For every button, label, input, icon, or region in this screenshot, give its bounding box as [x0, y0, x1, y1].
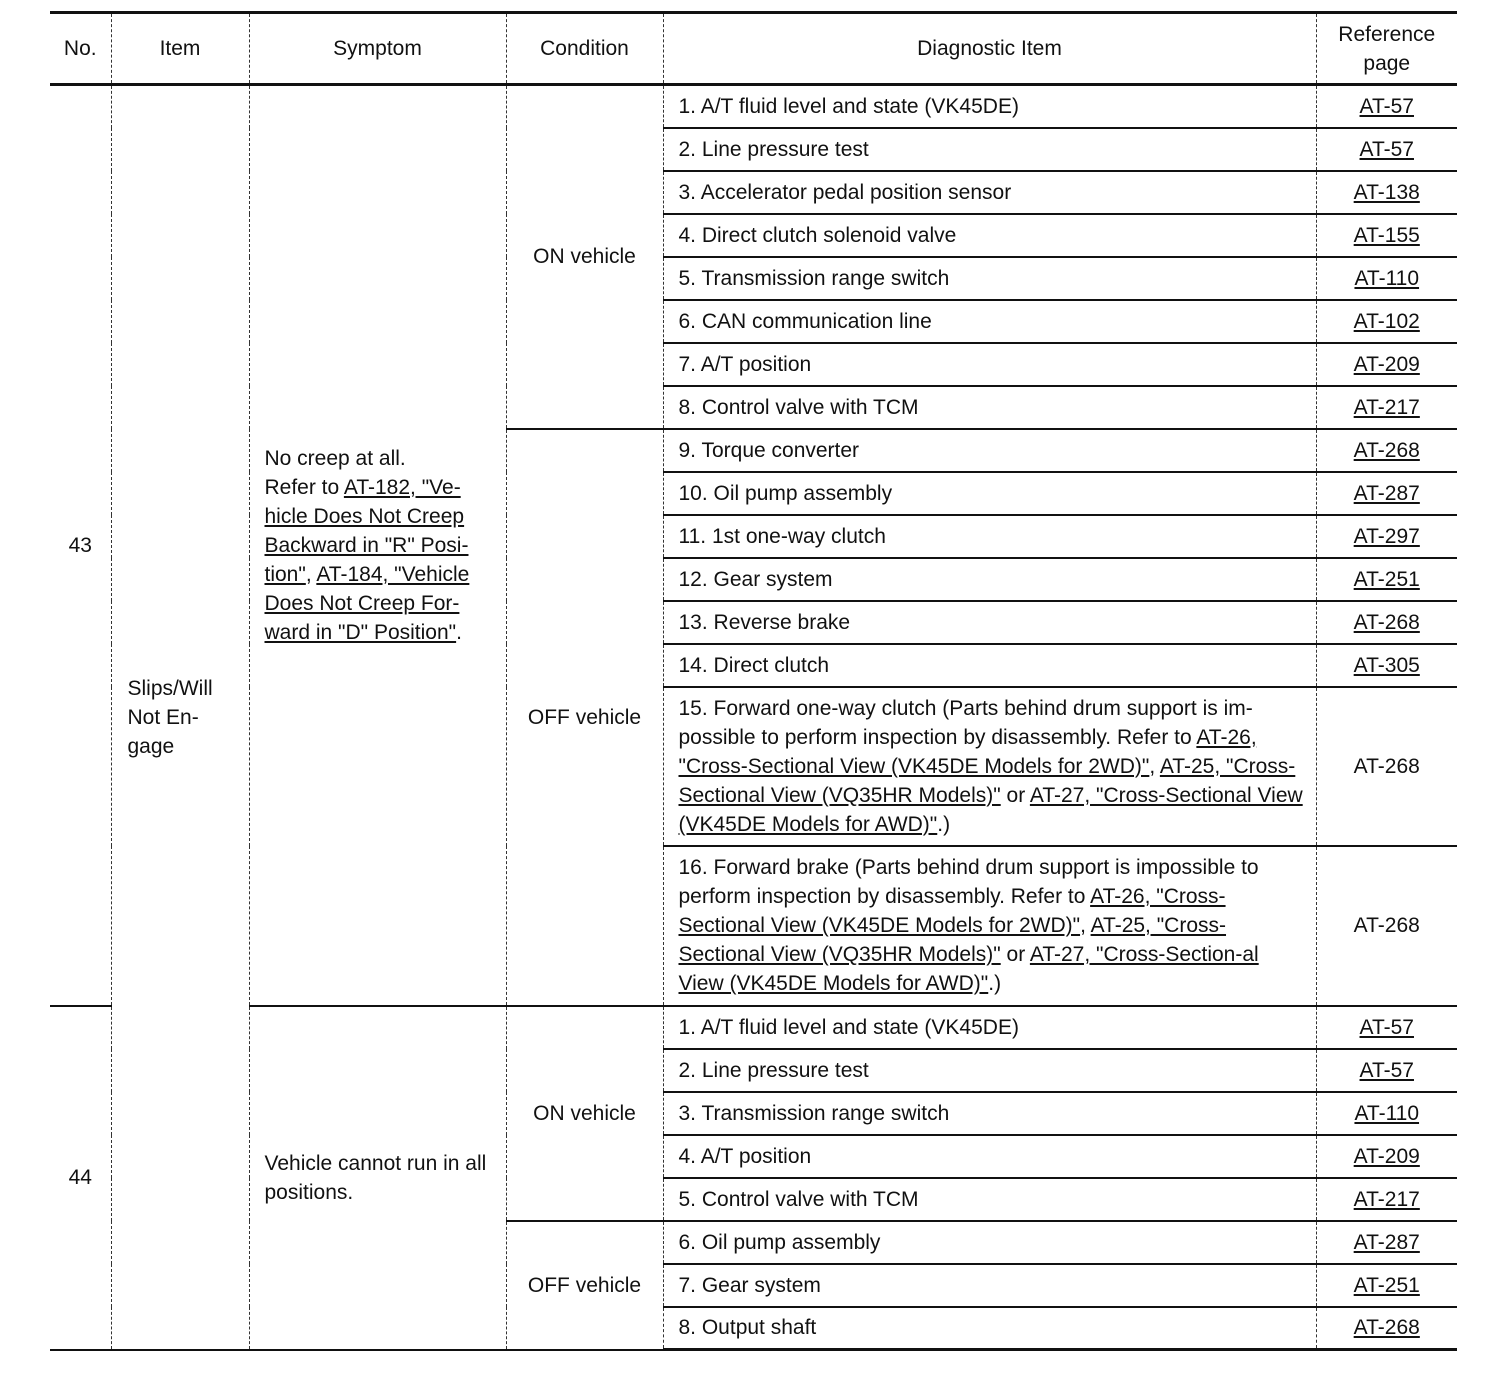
symptom-44: Vehicle cannot run in all positions.: [249, 1006, 506, 1350]
diagnostic-item: 3. Transmission range switch: [663, 1092, 1316, 1135]
header-reference-line1: Reference: [1338, 22, 1436, 46]
diagnostic-item: 6. CAN communication line: [663, 300, 1316, 343]
table-row: [50, 1006, 1457, 1049]
end-text: .): [988, 972, 1002, 995]
separator-text: ,: [1149, 754, 1160, 778]
reference-cell: [1316, 171, 1457, 214]
reference-cell: [1316, 300, 1457, 343]
reference-cell: [1316, 558, 1457, 601]
separator-text: or: [1000, 783, 1030, 807]
header-item: Item: [111, 13, 249, 85]
diagnostic-item: 12. Gear system: [663, 558, 1316, 601]
reference-cell: [1316, 1006, 1457, 1049]
reference-link[interactable]: AT-57: [1359, 137, 1414, 161]
symptom-text: Refer to: [264, 475, 344, 499]
diagnostic-item: 4. Direct clutch solenoid valve: [663, 214, 1316, 257]
row-number-43: 43: [50, 85, 111, 1006]
reference-link[interactable]: AT-25, "Cross-Sectional View (VQ35HR Models)": [678, 914, 1227, 966]
diagnostic-item: 13. Reverse brake: [663, 601, 1316, 644]
header-row: [50, 13, 1457, 85]
reference-link[interactable]: AT-27, "Cross-Sectional View (VK45DE Models for AWD)": [678, 783, 1303, 836]
diag-text: 15. Forward one-way clutch (Parts behind drum support is im-possible to perform inspection by disassembly. Refer to: [678, 696, 1253, 749]
diagnostic-item: 1. A/T fluid level and state (VK45DE): [663, 85, 1316, 128]
diagnostic-item: 14. Direct clutch: [663, 644, 1316, 687]
reference-link[interactable]: AT-209: [1353, 352, 1420, 376]
table-row: [50, 85, 1457, 128]
reference-link[interactable]: AT-155: [1353, 223, 1420, 247]
reference-link[interactable]: AT-287: [1353, 1230, 1420, 1254]
diagnostic-item: 10. Oil pump assembly: [663, 472, 1316, 515]
item-cell: [111, 85, 249, 1350]
reference-link[interactable]: AT-182, "Ve-hicle Does Not Creep Backward in "R" Posi-tion": [264, 475, 469, 586]
reference-link[interactable]: AT-297: [1353, 524, 1420, 548]
diagnostic-item: 11. 1st one-way clutch: [663, 515, 1316, 558]
reference-cell: [1316, 1264, 1457, 1307]
reference-link[interactable]: AT-305: [1353, 653, 1420, 677]
condition-on-vehicle-43: ON vehicle: [506, 85, 663, 429]
reference-cell: [1316, 257, 1457, 300]
header-diagnostic-item: Diagnostic Item: [663, 13, 1316, 85]
diag-text: 16. Forward brake (Parts behind drum support is impossible to perform inspection by disassembly. Refer to: [678, 856, 1259, 908]
reference-link[interactable]: AT-268: [1353, 610, 1420, 634]
reference-link[interactable]: AT-287: [1353, 481, 1420, 505]
reference-link[interactable]: AT-268: [1353, 438, 1420, 462]
item-line: gage: [127, 734, 175, 758]
diagnostic-item: 1. A/T fluid level and state (VK45DE): [663, 1006, 1316, 1049]
diagnostic-item: [663, 687, 1316, 846]
diagnostic-item: 6. Oil pump assembly: [663, 1221, 1316, 1264]
diagnostic-item: 9. Torque converter: [663, 429, 1316, 472]
reference-link[interactable]: AT-25, "Cross-Sectional View (VQ35HR Models)": [678, 754, 1296, 807]
reference-link[interactable]: AT-26, "Cross-Sectional View (VK45DE Models for 2WD)": [678, 885, 1226, 937]
condition-off-vehicle-44: OFF vehicle: [506, 1221, 663, 1350]
end-text: .): [937, 812, 951, 836]
reference-link[interactable]: AT-57: [1359, 1058, 1414, 1082]
reference-cell: [1316, 386, 1457, 429]
reference-link[interactable]: AT-138: [1353, 180, 1420, 204]
reference-link[interactable]: AT-102: [1353, 309, 1420, 333]
condition-off-vehicle-43: OFF vehicle: [506, 429, 663, 1006]
separator-text: ,: [305, 562, 317, 586]
diagnostic-item: 7. A/T position: [663, 343, 1316, 386]
reference-link[interactable]: AT-110: [1354, 1101, 1420, 1125]
diagnostic-item: 2. Line pressure test: [663, 1049, 1316, 1092]
symptom-text: No creep at all.: [264, 446, 406, 470]
end-text: .: [456, 620, 462, 644]
diagnostic-item: 8. Output shaft: [663, 1307, 1316, 1350]
reference-cell: [1316, 601, 1457, 644]
diagnostic-item: [663, 846, 1316, 1006]
diagnostic-item: 5. Transmission range switch: [663, 257, 1316, 300]
diagnostic-item: 7. Gear system: [663, 1264, 1316, 1307]
reference-cell: [1316, 644, 1457, 687]
reference-link[interactable]: AT-26, "Cross-Sectional View (VK45DE Models for 2WD)": [678, 725, 1257, 778]
item-line: Not En-: [127, 705, 199, 729]
reference-link[interactable]: AT-209: [1353, 1144, 1420, 1168]
diagnostic-item: 5. Control valve with TCM: [663, 1178, 1316, 1221]
reference-link[interactable]: AT-268: [1353, 1316, 1420, 1340]
reference-cell: AT-268: [1316, 846, 1457, 1006]
diagnostic-item: 3. Accelerator pedal position sensor: [663, 171, 1316, 214]
symptom-43: [249, 85, 506, 1006]
reference-link[interactable]: AT-27, "Cross-Section-al View (VK45DE Models for AWD)": [678, 943, 1259, 995]
reference-link[interactable]: AT-217: [1353, 1187, 1420, 1211]
reference-link[interactable]: AT-251: [1353, 567, 1420, 591]
header-no: No.: [50, 13, 111, 85]
reference-cell: [1316, 214, 1457, 257]
reference-cell: [1316, 1092, 1457, 1135]
separator-text: ,: [1080, 914, 1091, 937]
header-reference-line2: page: [1363, 51, 1411, 75]
reference-link[interactable]: AT-217: [1353, 395, 1420, 419]
reference-link[interactable]: AT-57: [1359, 94, 1414, 118]
diagnostic-item: 2. Line pressure test: [663, 128, 1316, 171]
reference-link[interactable]: AT-251: [1353, 1273, 1420, 1297]
reference-link[interactable]: AT-184, "Vehicle Does Not Creep For-ward in "D" Position": [264, 562, 470, 644]
separator-text: or: [1000, 943, 1030, 966]
condition-on-vehicle-44: ON vehicle: [506, 1006, 663, 1221]
diagnostic-item: 4. A/T position: [663, 1135, 1316, 1178]
reference-cell: [1316, 1049, 1457, 1092]
reference-cell: AT-268: [1316, 687, 1457, 846]
reference-cell: [1316, 343, 1457, 386]
header-condition: Condition: [506, 13, 663, 85]
reference-cell: [1316, 1178, 1457, 1221]
reference-cell: [1316, 472, 1457, 515]
reference-cell: [1316, 1221, 1457, 1264]
reference-link[interactable]: AT-57: [1359, 1015, 1414, 1039]
reference-cell: [1316, 128, 1457, 171]
reference-cell: [1316, 1307, 1457, 1350]
reference-cell: [1316, 85, 1457, 128]
diagnostic-item: 8. Control valve with TCM: [663, 386, 1316, 429]
diagnostic-table: [50, 11, 1457, 1351]
reference-cell: [1316, 515, 1457, 558]
header-symptom: Symptom: [249, 13, 506, 85]
reference-link[interactable]: AT-110: [1354, 266, 1420, 290]
reference-cell: [1316, 1135, 1457, 1178]
row-number-44: 44: [50, 1006, 111, 1350]
item-line: Slips/Will: [127, 676, 213, 700]
header-reference-page: [1316, 13, 1457, 85]
reference-cell: [1316, 429, 1457, 472]
